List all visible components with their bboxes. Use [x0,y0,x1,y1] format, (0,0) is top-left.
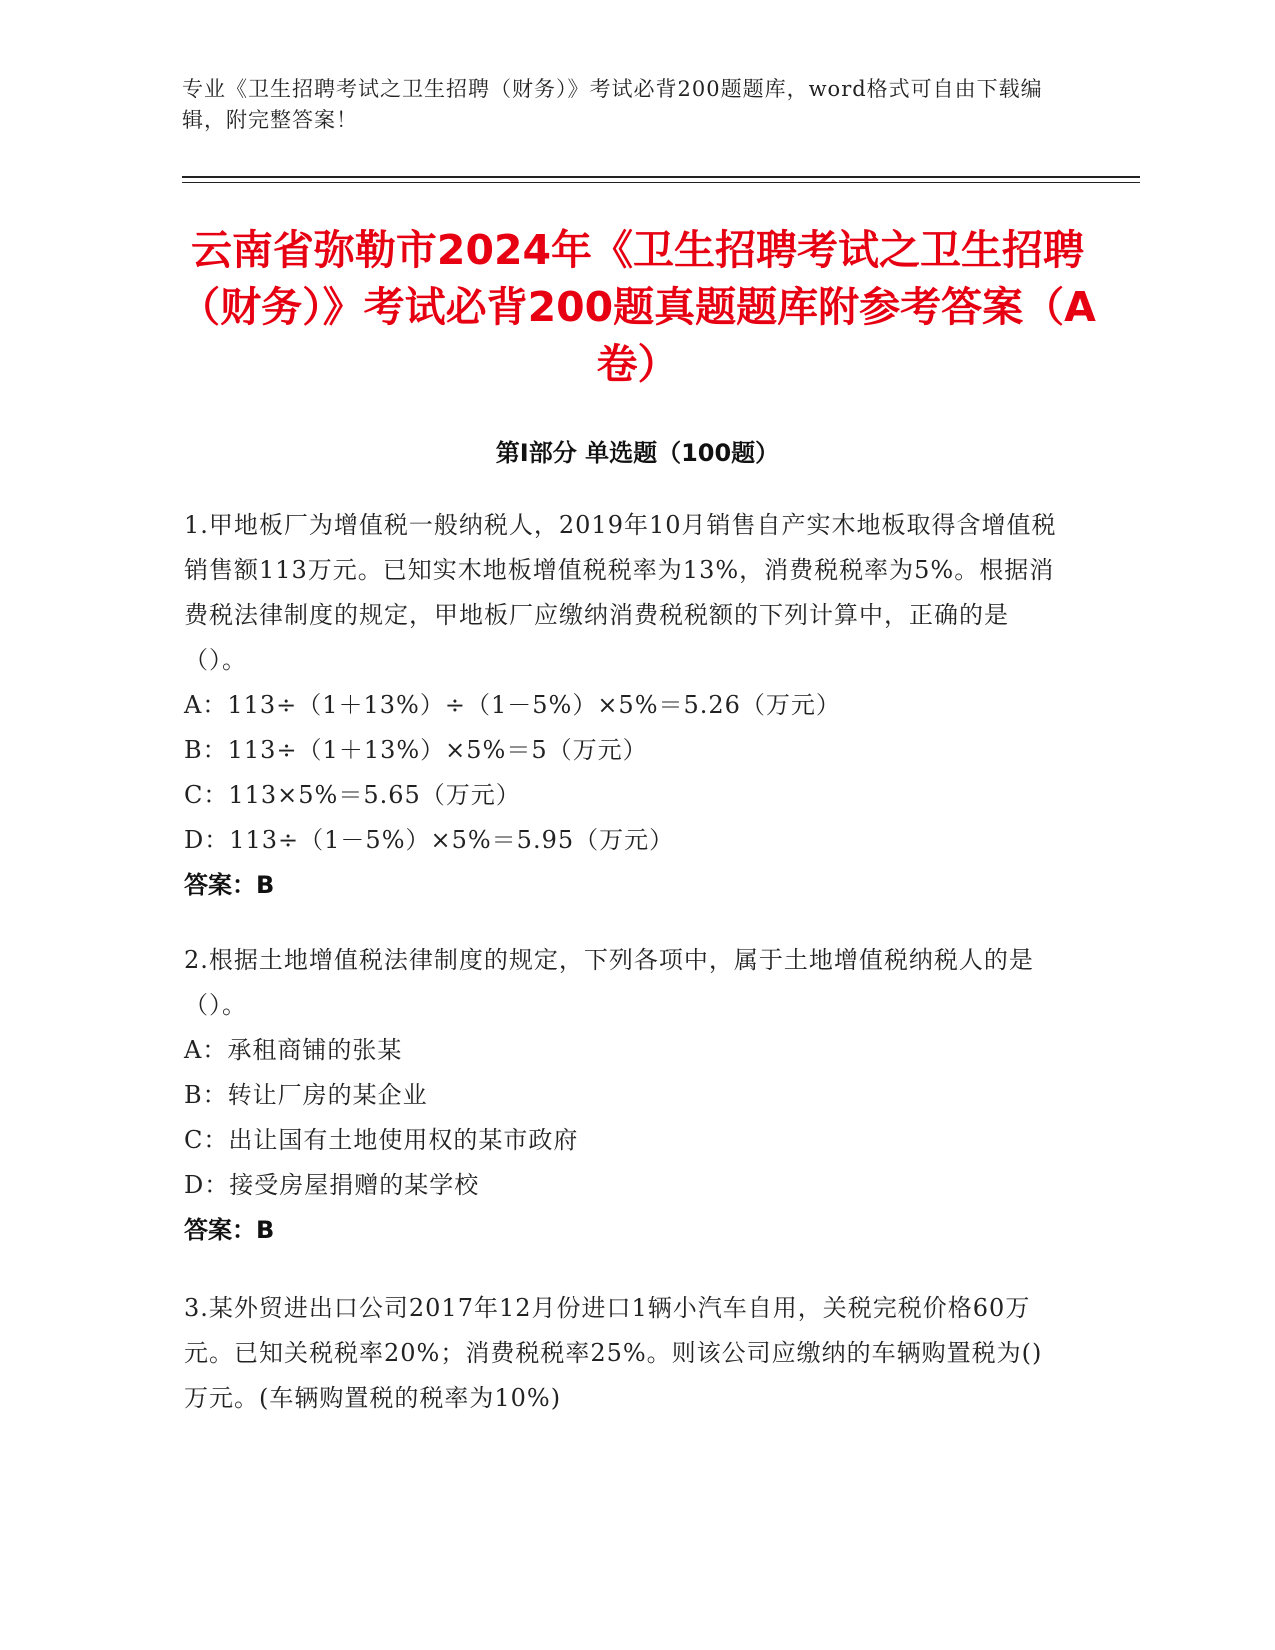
document-title: 云南省弥勒市2024年《卫生招聘考试之卫生招聘（财务）》考试必背200题真题题库附参考答案（A卷） [179,226,1096,388]
question-stem: 1.甲地板厂为增值税一般纳税人，2019年10月销售自产实木地板取得含增值税销售额113万元。已知实木地板增值税税率为13%，消费税税率为5%。根据消费税法律制度的规定，甲地板厂应缴纳消费税税额的下列计算中，正确的是（）。 [184,511,1057,674]
option-d: D：接受房屋捐赠的某学校 [184,1171,480,1199]
answer-label: 答案：B [184,1216,275,1244]
header-divider-thick [182,176,1140,178]
question-stem: 2.根据土地增值税法律制度的规定，下列各项中，属于土地增值税纳税人的是（）。 [184,946,1034,1019]
option-a: A：113÷（1＋13%）÷（1－5%）×5%＝5.26（万元） [184,691,841,719]
question-2 [184,938,1064,1253]
question-stem: 3.某外贸进出口公司2017年12月份进口1辆小汽车自用，关税完税价格60万元。已知关税税率20%；消费税税率25%。则该公司应缴纳的车辆购置税为()万元。(车辆购置税的税率为10%) [184,1294,1043,1412]
option-b: B：转让厂房的某企业 [184,1081,428,1109]
question-3 [184,1286,1064,1421]
header-divider-thin [182,182,1140,183]
header-note: 专业《卫生招聘考试之卫生招聘（财务）》考试必背200题题库，word格式可自由下载编辑，附完整答案！ [182,77,1043,132]
option-c: C：出让国有土地使用权的某市政府 [184,1126,579,1154]
option-d: D：113÷（1－5%）×5%＝5.95（万元） [184,826,675,854]
option-b: B：113÷（1＋13%）×5%＝5（万元） [184,736,648,764]
question-1 [184,503,1064,908]
answer-label: 答案：B [184,871,275,899]
option-a: A：承租商铺的张某 [184,1036,403,1064]
option-c: C：113×5%＝5.65（万元） [184,781,521,809]
section-heading: 第I部分 单选题（100题） [495,439,780,467]
